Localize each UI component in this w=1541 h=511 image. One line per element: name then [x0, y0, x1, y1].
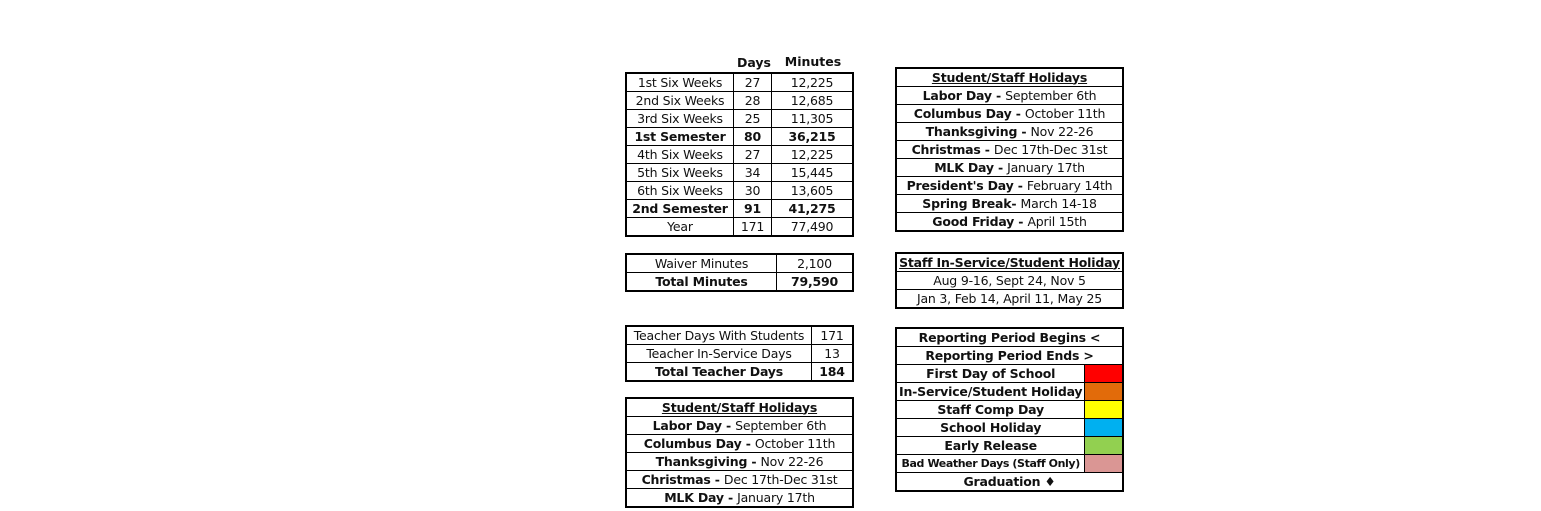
- holiday-separator: -: [1013, 177, 1027, 193]
- teacher-value: 13: [812, 345, 854, 363]
- holiday-name: Labor Day: [652, 417, 722, 433]
- period-label: 4th Six Weeks: [626, 146, 734, 164]
- legend-row: [896, 347, 1123, 365]
- holiday-row: [626, 489, 853, 508]
- holidays-title-row: [626, 398, 853, 417]
- holiday-row: [896, 195, 1123, 213]
- inservice-table: [895, 252, 1124, 309]
- period-label: 1st Semester: [626, 128, 734, 146]
- holidays-table-left: [625, 397, 854, 508]
- period-row: [626, 73, 853, 92]
- holiday-date: March 14-18: [1020, 195, 1097, 211]
- legend-color-swatch: [1085, 437, 1123, 455]
- holiday-separator: -: [710, 471, 724, 487]
- holiday-row: [896, 213, 1123, 232]
- period-days: 171: [734, 218, 772, 237]
- holiday-separator: -: [1011, 105, 1025, 121]
- holiday-name: Good Friday: [932, 213, 1015, 229]
- holiday-cell: [896, 177, 1123, 195]
- holiday-date: Dec 17th-Dec 31st: [993, 141, 1108, 157]
- holiday-name: Columbus Day: [913, 105, 1012, 121]
- legend-color-row: [896, 437, 1123, 455]
- period-minutes: 12,225: [772, 73, 854, 92]
- period-label: 3rd Six Weeks: [626, 110, 734, 128]
- period-days: 27: [734, 73, 772, 92]
- waiver-row: [626, 254, 853, 273]
- period-row: [626, 200, 853, 218]
- legend-label: Reporting Period Ends >: [896, 347, 1123, 365]
- holiday-row: [626, 417, 853, 435]
- period-days: 27: [734, 146, 772, 164]
- period-minutes: 12,225: [772, 146, 854, 164]
- teacher-label: Teacher In-Service Days: [626, 345, 812, 363]
- legend-color-row: [896, 419, 1123, 437]
- legend-label: Reporting Period Begins <: [896, 328, 1123, 347]
- period-minutes: 77,490: [772, 218, 854, 237]
- waiver-label: Total Minutes: [626, 273, 777, 292]
- period-days: 34: [734, 164, 772, 182]
- holiday-name: Christmas: [911, 141, 981, 157]
- period-row: [626, 182, 853, 200]
- period-minutes: 12,685: [772, 92, 854, 110]
- period-minutes: 36,215: [772, 128, 854, 146]
- waiver-value: 79,590: [777, 273, 854, 292]
- minutes-header: Minutes: [784, 54, 842, 69]
- legend-label: In-Service/Student Holiday: [896, 383, 1085, 401]
- period-label: 2nd Semester: [626, 200, 734, 218]
- holiday-cell: [896, 87, 1123, 105]
- holiday-date: January 17th: [1007, 159, 1085, 175]
- holiday-separator: -: [980, 141, 994, 157]
- inservice-line: Jan 3, Feb 14, April 11, May 25: [896, 290, 1123, 309]
- waiver-row: [626, 273, 853, 292]
- teacher-value: 171: [812, 326, 854, 345]
- period-label: 6th Six Weeks: [626, 182, 734, 200]
- holiday-name: Columbus Day: [643, 435, 742, 451]
- period-row: [626, 146, 853, 164]
- holiday-row: [896, 177, 1123, 195]
- holiday-date: October 11th: [1024, 105, 1106, 121]
- holiday-name: Spring Break: [922, 195, 1012, 211]
- holiday-cell: [626, 417, 853, 435]
- holiday-separator: -: [993, 159, 1008, 175]
- holiday-date: October 11th: [754, 435, 836, 451]
- holiday-separator: -: [721, 417, 736, 433]
- period-label: 5th Six Weeks: [626, 164, 734, 182]
- holiday-separator: -: [1011, 195, 1021, 211]
- holiday-name: Labor Day: [922, 87, 992, 103]
- period-label: 1st Six Weeks: [626, 73, 734, 92]
- days-minutes-table: [625, 72, 854, 237]
- legend-color-swatch: [1085, 365, 1123, 383]
- legend-label: Early Release: [896, 437, 1085, 455]
- holiday-cell: [896, 123, 1123, 141]
- inservice-title: Staff In-Service/Student Holiday: [896, 253, 1123, 272]
- legend-color-row: [896, 401, 1123, 419]
- holiday-name: President's Day: [906, 177, 1014, 193]
- holiday-cell: [896, 159, 1123, 177]
- holiday-separator: -: [1017, 123, 1031, 139]
- legend-row: [896, 473, 1123, 492]
- legend-color-row: [896, 455, 1123, 473]
- holiday-name: MLK Day: [664, 489, 724, 505]
- period-minutes: 11,305: [772, 110, 854, 128]
- holiday-cell: [626, 435, 853, 453]
- legend-row: [896, 328, 1123, 347]
- period-days: 28: [734, 92, 772, 110]
- holiday-date: Dec 17th-Dec 31st: [723, 471, 838, 487]
- holiday-date: September 6th: [735, 417, 827, 433]
- holiday-separator: -: [1014, 213, 1028, 229]
- holiday-cell: [626, 453, 853, 471]
- legend-color-swatch: [1085, 419, 1123, 437]
- period-row: [626, 92, 853, 110]
- teacher-value: 184: [812, 363, 854, 382]
- holiday-row: [626, 435, 853, 453]
- holiday-row: [626, 471, 853, 489]
- holiday-separator: -: [747, 453, 761, 469]
- legend-label: School Holiday: [896, 419, 1085, 437]
- inservice-line: Aug 9-16, Sept 24, Nov 5: [896, 272, 1123, 290]
- legend-color-row: [896, 383, 1123, 401]
- waiver-table: [625, 253, 854, 292]
- holiday-separator: -: [991, 87, 1006, 103]
- holiday-name: Thanksgiving: [655, 453, 748, 469]
- waiver-value: 2,100: [777, 254, 854, 273]
- period-minutes: 15,445: [772, 164, 854, 182]
- holiday-cell: [896, 141, 1123, 159]
- period-days: 80: [734, 128, 772, 146]
- period-days: 91: [734, 200, 772, 218]
- period-days: 25: [734, 110, 772, 128]
- legend-table: [895, 327, 1124, 492]
- teacher-row: [626, 345, 853, 363]
- period-row: [626, 164, 853, 182]
- holiday-date: Nov 22-26: [760, 453, 824, 469]
- holiday-date: Nov 22-26: [1030, 123, 1094, 139]
- holiday-separator: -: [741, 435, 755, 451]
- holiday-date: February 14th: [1026, 177, 1113, 193]
- holiday-cell: [896, 213, 1123, 232]
- holiday-cell: [896, 195, 1123, 213]
- legend-color-row: [896, 365, 1123, 383]
- holiday-name: Christmas: [641, 471, 711, 487]
- holiday-row: [896, 105, 1123, 123]
- holidays-title-row: [896, 68, 1123, 87]
- legend-label: First Day of School: [896, 365, 1085, 383]
- period-days: 30: [734, 182, 772, 200]
- period-row: [626, 110, 853, 128]
- holiday-name: Thanksgiving: [925, 123, 1018, 139]
- legend-color-swatch: [1085, 383, 1123, 401]
- holiday-date: September 6th: [1005, 87, 1097, 103]
- teacher-row: [626, 363, 853, 382]
- period-minutes: 41,275: [772, 200, 854, 218]
- graduation-label: Graduation ♦: [896, 473, 1123, 492]
- holiday-cell: [896, 105, 1123, 123]
- period-label: 2nd Six Weeks: [626, 92, 734, 110]
- holiday-row: [896, 87, 1123, 105]
- teacher-days-table: [625, 325, 854, 382]
- holiday-date: January 17th: [737, 489, 815, 505]
- period-row: [626, 128, 853, 146]
- holiday-row: [626, 453, 853, 471]
- holiday-row: [896, 159, 1123, 177]
- holiday-cell: [626, 489, 853, 508]
- teacher-label: Teacher Days With Students: [626, 326, 812, 345]
- legend-label: Bad Weather Days (Staff Only): [896, 455, 1085, 473]
- legend-color-swatch: [1085, 401, 1123, 419]
- teacher-label: Total Teacher Days: [626, 363, 812, 382]
- holiday-row: [896, 123, 1123, 141]
- days-header: Days: [736, 55, 771, 70]
- holidays-table-right: [895, 67, 1124, 232]
- holiday-date: April 15th: [1027, 213, 1087, 229]
- holiday-cell: [626, 471, 853, 489]
- holidays-title: Student/Staff Holidays: [626, 398, 853, 417]
- period-minutes: 13,605: [772, 182, 854, 200]
- holiday-row: [896, 141, 1123, 159]
- holiday-name: MLK Day: [934, 159, 994, 175]
- holidays-title: Student/Staff Holidays: [896, 68, 1123, 87]
- legend-color-swatch: [1085, 455, 1123, 473]
- waiver-label: Waiver Minutes: [626, 254, 777, 273]
- period-label: Year: [626, 218, 734, 237]
- period-row: [626, 218, 853, 237]
- holiday-separator: -: [723, 489, 738, 505]
- teacher-row: [626, 326, 853, 345]
- legend-label: Staff Comp Day: [896, 401, 1085, 419]
